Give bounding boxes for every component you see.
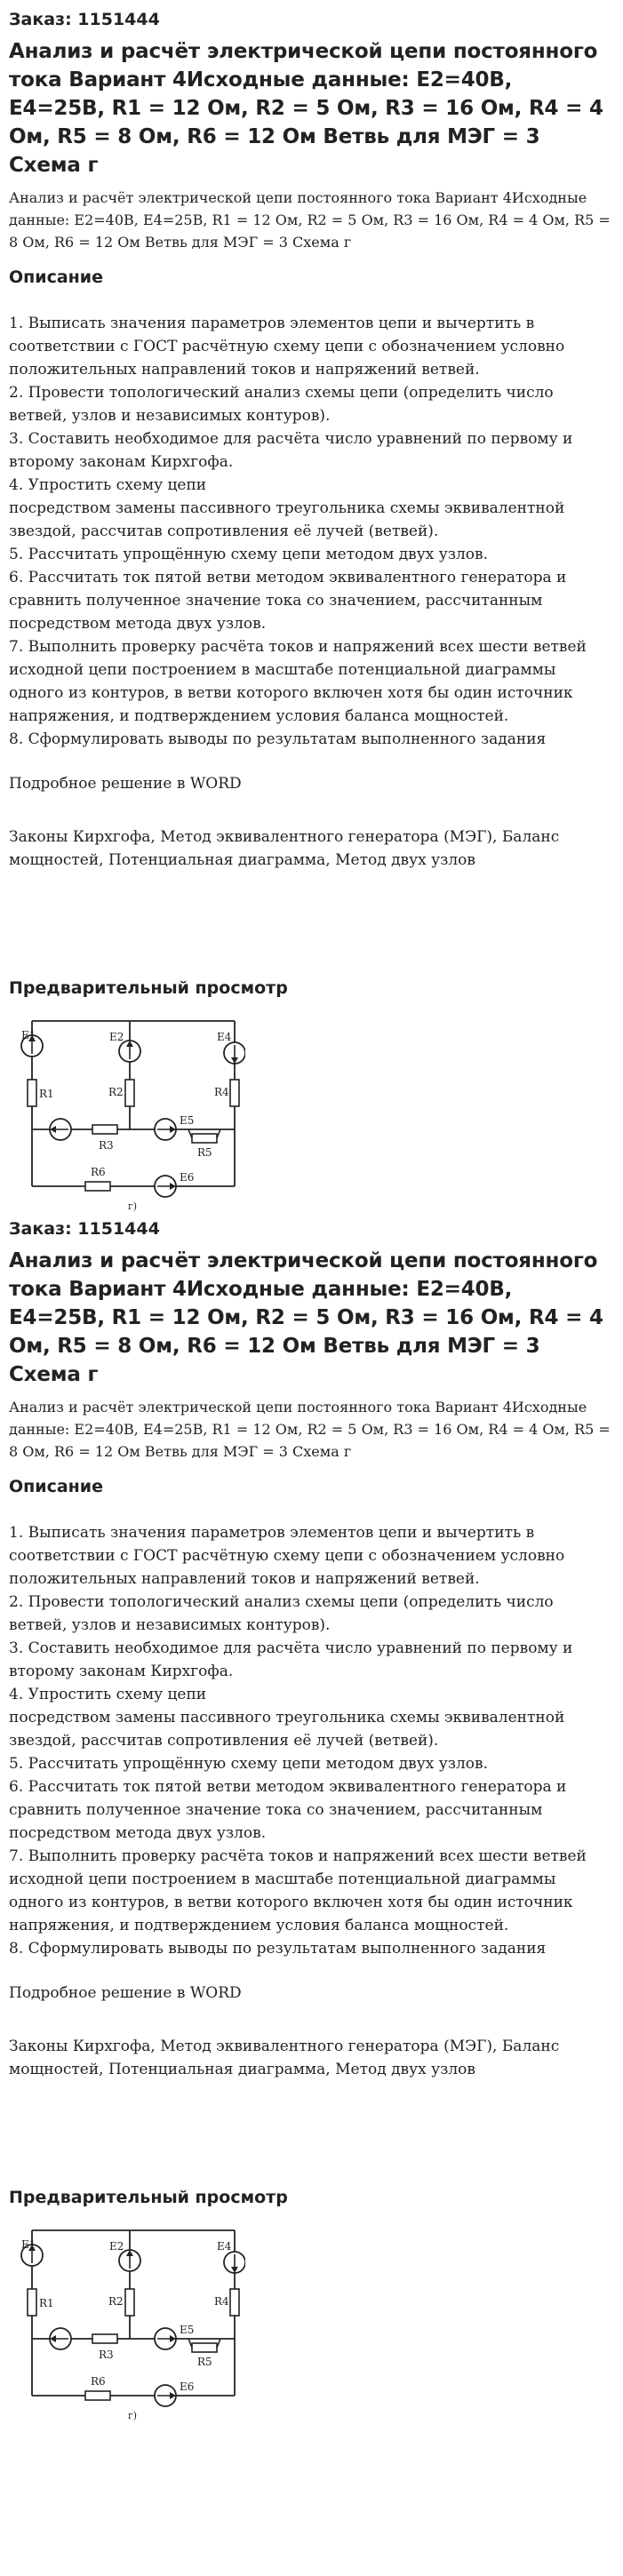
description-item: 5. Рассчитать упрощённую схему цепи методом двух узлов. bbox=[9, 1755, 489, 1773]
resistor-r6 bbox=[85, 1166, 110, 1191]
order-number: Заказ: 1151444 bbox=[9, 10, 160, 29]
description-heading: Описание bbox=[9, 267, 104, 287]
description-item: 2. Провести топологический анализ схемы цепи (определить число ветвей, узлов и независимых контуров). bbox=[9, 384, 554, 425]
resistor-r2 bbox=[108, 1080, 134, 1106]
schematic-caption: г) bbox=[128, 2410, 138, 2421]
label-r2: R2 bbox=[108, 1086, 124, 1098]
source-e1 bbox=[21, 2238, 43, 2266]
source-e6 bbox=[155, 2381, 194, 2406]
label-e6: E6 bbox=[180, 2381, 195, 2393]
label-r1: R1 bbox=[39, 2297, 54, 2309]
description-list bbox=[9, 1521, 614, 1960]
source-e1 bbox=[21, 1029, 43, 1057]
preview-heading: Предварительный просмотр bbox=[9, 978, 288, 998]
label-r6: R6 bbox=[91, 1166, 106, 1178]
source-e2 bbox=[109, 2240, 140, 2271]
description-item: 8. Сформулировать выводы по результатам выполненного задания bbox=[9, 730, 547, 748]
resistor-r1 bbox=[28, 1080, 54, 1106]
page-title: Анализ и расчёт электрической цепи постоянного тока Вариант 4Исходные данные: E2=40В, E4=25В, R1 = 12 Ом, R2 = 5 Ом, R3 = 16 Ом, R4 = 4 Ом, R5 = 8 Ом, R6 = 12 Ом Ветвь для МЭГ = 3 Схема г bbox=[9, 40, 603, 177]
schematic-caption: г) bbox=[128, 1200, 138, 1212]
topic-tags: Законы Кирхгофа, Метод эквивалентного генератора (МЭГ), Баланс мощностей, Потенциальная диаграмма, Метод двух узлов bbox=[9, 828, 560, 869]
description-heading: Описание bbox=[9, 1477, 104, 1496]
label-r5: R5 bbox=[197, 1146, 212, 1159]
label-r6: R6 bbox=[91, 2375, 106, 2388]
description-list bbox=[9, 312, 614, 751]
label-r4: R4 bbox=[214, 1086, 229, 1098]
order-number: Заказ: 1151444 bbox=[9, 1219, 160, 1239]
label-r3: R3 bbox=[99, 2349, 114, 2361]
resistor-r4 bbox=[214, 1080, 239, 1106]
description-item: 7. Выполнить проверку расчёта токов и напряжений всех шести ветвей исходной цепи построением в масштабе потенциальной диаграммы одного из контуров, в ветви которого включен хотя бы один источник напряжения, и подтверждением условия баланса мощностей. bbox=[9, 638, 587, 725]
label-e1: E1 bbox=[21, 1029, 36, 1041]
source-branch-3 bbox=[50, 2328, 71, 2349]
resistor-r1 bbox=[28, 2289, 54, 2316]
source-e2 bbox=[109, 1031, 140, 1062]
resistor-r5 bbox=[188, 1129, 220, 1159]
label-r5: R5 bbox=[197, 2356, 212, 2368]
circuit-schematic bbox=[14, 1012, 245, 1215]
topic-tags: Законы Кирхгофа, Метод эквивалентного генератора (МЭГ), Баланс мощностей, Потенциальная диаграмма, Метод двух узлов bbox=[9, 2038, 560, 2078]
page-title: Анализ и расчёт электрической цепи постоянного тока Вариант 4Исходные данные: E2=40В, E4=25В, R1 = 12 Ом, R2 = 5 Ом, R3 = 16 Ом, R4 = 4 Ом, R5 = 8 Ом, R6 = 12 Ом Ветвь для МЭГ = 3 Схема г bbox=[9, 1249, 603, 1386]
order-block-1 bbox=[0, 0, 623, 1215]
page-subtitle: Анализ и расчёт электрической цепи постоянного тока Вариант 4Исходные данные: E2=40В, E4=25В, R1 = 12 Ом, R2 = 5 Ом, R3 = 16 Ом, R4 = 4 Ом, R5 = 8 Ом, R6 = 12 Ом Ветвь для МЭГ = 3 Схема г bbox=[9, 189, 611, 251]
description-item: 4. Упростить схему цепи bbox=[9, 1686, 207, 1703]
source-e6 bbox=[155, 1171, 194, 1197]
source-e5 bbox=[155, 2324, 194, 2349]
label-e2: E2 bbox=[109, 2240, 124, 2253]
order-block-2 bbox=[0, 1215, 623, 2424]
description-item: 5. Рассчитать упрощённую схему цепи методом двух узлов. bbox=[9, 546, 489, 563]
label-e6: E6 bbox=[180, 1171, 195, 1184]
resistor-r4 bbox=[214, 2289, 239, 2316]
source-e4 bbox=[217, 2240, 245, 2273]
description-item: 8. Сформулировать выводы по результатам выполненного задания bbox=[9, 1940, 547, 1958]
description-item: 6. Рассчитать ток пятой ветви методом эквивалентного генератора и сравнить полученное значение тока со значением, рассчитанным посредством метода двух узлов. bbox=[9, 1778, 567, 1842]
page-subtitle: Анализ и расчёт электрической цепи постоянного тока Вариант 4Исходные данные: E2=40В, E4=25В, R1 = 12 Ом, R2 = 5 Ом, R3 = 16 Ом, R4 = 4 Ом, R5 = 8 Ом, R6 = 12 Ом Ветвь для МЭГ = 3 Схема г bbox=[9, 1399, 611, 1460]
label-e4: E4 bbox=[217, 1031, 232, 1043]
description-item: 3. Составить необходимое для расчёта число уравнений по первому и второму законам Кирхгофа. bbox=[9, 430, 573, 471]
label-r2: R2 bbox=[108, 2295, 124, 2308]
description-item: 3. Составить необходимое для расчёта число уравнений по первому и второму законам Кирхгофа. bbox=[9, 1639, 573, 1680]
label-e1: E1 bbox=[21, 2238, 36, 2251]
circuit-schematic bbox=[14, 2221, 245, 2424]
source-branch-3 bbox=[50, 1119, 71, 1140]
description-item: 7. Выполнить проверку расчёта токов и напряжений всех шести ветвей исходной цепи построением в масштабе потенциальной диаграммы одного из контуров, в ветви которого включен хотя бы один источник напряжения, и подтверждением условия баланса мощностей. bbox=[9, 1847, 587, 1934]
solution-note: Подробное решение в WORD bbox=[9, 1984, 242, 2002]
description-item: 6. Рассчитать ток пятой ветви методом эквивалентного генератора и сравнить полученное значение тока со значением, рассчитанным посредством метода двух узлов. bbox=[9, 569, 567, 633]
description-item: 1. Выписать значения параметров элементов цепи и вычертить в соответствии с ГОСТ расчётную схему цепи с обозначением условно положительных направлений токов и напряжений ветвей. bbox=[9, 315, 565, 379]
description-item: посредством замены пассивного треугольника схемы эквивалентной звездой, рассчитав сопротивления её лучей (ветвей). bbox=[9, 499, 565, 540]
label-r3: R3 bbox=[99, 1139, 114, 1152]
description-item: 2. Провести топологический анализ схемы цепи (определить число ветвей, узлов и независимых контуров). bbox=[9, 1593, 554, 1634]
label-r1: R1 bbox=[39, 1088, 54, 1100]
resistor-r2 bbox=[108, 2289, 134, 2316]
solution-note: Подробное решение в WORD bbox=[9, 775, 242, 793]
source-e5 bbox=[155, 1114, 194, 1140]
description-item: 4. Упростить схему цепи bbox=[9, 476, 207, 494]
resistor-r3 bbox=[92, 2334, 117, 2361]
label-r4: R4 bbox=[214, 2295, 229, 2308]
description-item: посредством замены пассивного треугольника схемы эквивалентной звездой, рассчитав сопротивления её лучей (ветвей). bbox=[9, 1709, 565, 1750]
label-e5: E5 bbox=[180, 1114, 195, 1127]
description-item: 1. Выписать значения параметров элементов цепи и вычертить в соответствии с ГОСТ расчётную схему цепи с обозначением условно положительных направлений токов и напряжений ветвей. bbox=[9, 1524, 565, 1588]
label-e5: E5 bbox=[180, 2324, 195, 2336]
preview-heading: Предварительный просмотр bbox=[9, 2188, 288, 2207]
source-e4 bbox=[217, 1031, 245, 1064]
label-e4: E4 bbox=[217, 2240, 232, 2253]
label-e2: E2 bbox=[109, 1031, 124, 1043]
resistor-r5 bbox=[188, 2339, 220, 2368]
resistor-r6 bbox=[85, 2375, 110, 2400]
resistor-r3 bbox=[92, 1125, 117, 1152]
